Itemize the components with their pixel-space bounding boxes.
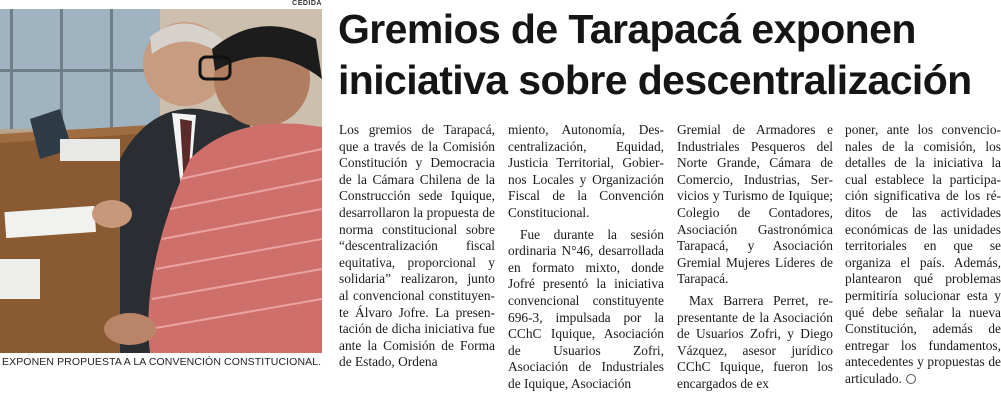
paragraph-last — [845, 122, 1001, 388]
end-mark-icon — [906, 374, 916, 384]
paragraph: Los gremios de Tarapacá, que a través de la Comisión Constitución y Democracia de la Cámara Chilena de la Construcción sede Iquique, desarrollaron la propuesta de norma constitucional sobre “descentralización fiscal equitativa, proporcional y solidaria” realizaron, junto al convencional constituyente Álvaro Jofre. La presentación de dicha iniciativa fue ante la Comisión de Forma de Estado, Ordena — [339, 122, 495, 370]
article-headline — [338, 4, 998, 106]
body-column-2 — [508, 122, 664, 393]
photo-credit: CEDIDA — [292, 0, 322, 7]
paragraph: Gremial de Armadores e Industriales Pesqueros del Norte Grande, Cámara de Comercio, Industrias, Servicios y Turismo de Iquique; Colegio de Contadores, Asociación Gastronómica Tarapacá, y Asociación Gremial Mujeres Líderes de Tarapacá. — [677, 122, 833, 287]
body-column-4 — [845, 122, 1001, 388]
paragraph: Fue durante la sesión ordinaria N°46, desarrollada en formato mixto, donde Jofré presentó la iniciativa convencional constituyente 696-3, impulsada por la CChC Iquique, Asociación de Usuarios Zofri, Asociación de Industriales de Iquique, Asociación — [508, 226, 664, 391]
paragraph: miento, Autonomía, Descentralización, Equidad, Justicia Territorial, Gobiernos Locales y Organización Fiscal de la Convención Constitucional. — [508, 122, 664, 220]
photo-caption: EXPONEN PROPUESTA A LA CONVENCIÓN CONSTITUCIONAL. — [2, 356, 322, 368]
article-photo — [0, 9, 322, 353]
paragraph: Max Barrera Perret, representante de la Asociación de Usuarios Zofri, y Diego Vázquez, asesor jurídico CChC Iquique, fueron los encargados de ex — [677, 292, 833, 391]
headline-line-2: iniciativa sobre descentralización — [338, 57, 972, 103]
paragraph-text: poner, ante los convencionales de la comisión, los detalles de la iniciativa la cual establece la participación significativa de los réditos de las actividades económicas de las unidades territoriales en que se organiza el país. Además, plantearon qué problemas permitiría solucionar esta y qué debe señalar la nueva Constitución, además de entregar los fundamentos, antecedentes y propuestas de articulado. — [845, 122, 1001, 386]
body-column-3 — [677, 122, 833, 393]
body-column-1 — [339, 122, 495, 371]
headline-line-1: Gremios de Tarapacá exponen — [338, 6, 916, 52]
